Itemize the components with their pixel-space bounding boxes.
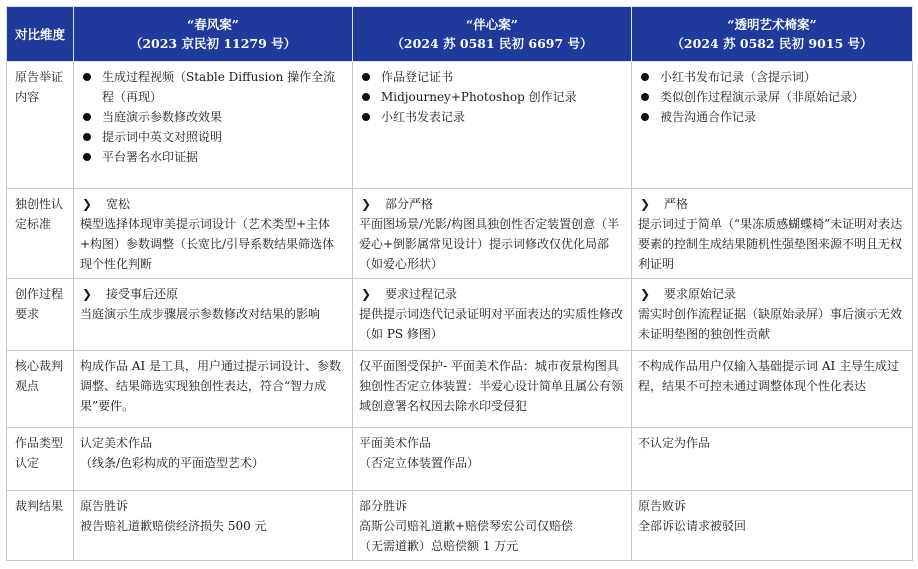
case-name: “伴心案” xyxy=(466,17,518,32)
level-heading xyxy=(638,194,906,214)
list-item-text: 提示词中英文对照说明 xyxy=(102,130,223,144)
level-text: 接受事后还原 xyxy=(106,287,179,301)
case-name: “春风案” xyxy=(187,17,239,32)
chevron-right-icon: ❯ xyxy=(640,287,651,301)
case-ref: （2024 苏 0581 民初 6697 号） xyxy=(391,36,593,51)
row-label: 裁判结果 xyxy=(7,491,74,561)
bullet-list xyxy=(80,67,346,167)
level-heading xyxy=(359,194,625,214)
list-item xyxy=(359,87,625,107)
chevron-right-icon: ❯ xyxy=(82,197,93,211)
header-dimension: 对比维度 xyxy=(7,7,74,62)
cell-process-toumingyi xyxy=(632,279,913,351)
row-core-ruling xyxy=(7,351,913,428)
bullet-list xyxy=(359,67,625,127)
cell-worktype-banxin xyxy=(353,428,632,491)
row-work-type xyxy=(7,428,913,491)
list-item-text: 当庭演示参数修改效果 xyxy=(102,110,223,124)
cell-ruling-banxin: 仅平面图受保护- 平面美术作品：城市夜景构图具独创性否定立体装置：半爱心设计简单且属公有领域创意署名权因去除水印受侵犯 xyxy=(353,351,632,428)
cell-text: 平面图场景/光影/构图具独创性否定装置创意（半爱心+倒影属常见设计）提示词修改仅优化局部（如爱心形状） xyxy=(359,217,620,271)
cell-originality-toumingyi xyxy=(632,189,913,279)
list-item-text: Midjourney+Photoshop 创作记录 xyxy=(381,90,577,104)
level-text: 部分严格 xyxy=(385,197,434,211)
list-item xyxy=(359,67,625,87)
cell-evidence-chunfeng xyxy=(74,62,353,189)
level-text: 宽松 xyxy=(106,197,131,211)
cell-evidence-toumingyi xyxy=(632,62,913,189)
level-heading xyxy=(80,284,346,304)
row-label: 核心裁判观点 xyxy=(7,351,74,428)
cell-line: （无需道歉）总赔偿额 1 万元 xyxy=(359,539,519,553)
row-label: 原告举证内容 xyxy=(7,62,74,189)
header-case-banxin xyxy=(353,7,632,62)
bullet-icon xyxy=(641,73,649,81)
cell-line: 全部诉讼请求被驳回 xyxy=(638,519,747,533)
bullet-icon xyxy=(641,113,649,121)
list-item xyxy=(80,147,346,167)
bullet-icon xyxy=(641,93,649,101)
cell-line: 原告胜诉 xyxy=(80,499,129,513)
cell-ruling-chunfeng: 构成作品 AI 是工具，用户通过提示词设计、参数调整、结果筛选实现独创性表达，符合“智力成果”要件。 xyxy=(74,351,353,428)
comparison-table xyxy=(6,6,913,561)
row-originality xyxy=(7,189,913,279)
header-row xyxy=(7,7,913,62)
row-label: 独创性认定标准 xyxy=(7,189,74,279)
cell-line: 认定美术作品 xyxy=(80,436,153,450)
bullet-icon xyxy=(362,113,370,121)
list-item-text: 生成过程视频（Stable Diffusion 操作全流程（再现） xyxy=(102,70,336,104)
cell-result-chunfeng xyxy=(74,491,353,561)
cell-process-banxin xyxy=(353,279,632,351)
level-text: 要求原始记录 xyxy=(664,287,737,301)
list-item-text: 小红书发布记录（含提示词） xyxy=(660,70,817,84)
level-heading xyxy=(638,284,906,304)
cell-line: 原告败诉 xyxy=(638,499,687,513)
cell-line: （线条/色彩构成的平面造型艺术） xyxy=(80,456,265,470)
level-heading xyxy=(80,194,346,214)
cell-evidence-banxin xyxy=(353,62,632,189)
cell-line: 部分胜诉 xyxy=(359,499,408,513)
row-label: 创作过程要求 xyxy=(7,279,74,351)
case-name: “透明艺术椅案” xyxy=(727,17,817,32)
cell-text: 提示词过于简单（“果冻质感蝴蝶椅”未证明对表达要素的控制生成结果随机性强垫图来源不明且无权利证明 xyxy=(638,217,903,271)
case-ref: （2023 京民初 11279 号） xyxy=(129,36,297,51)
list-item xyxy=(638,107,906,127)
cell-process-chunfeng xyxy=(74,279,353,351)
level-heading xyxy=(359,284,625,304)
list-item xyxy=(359,107,625,127)
list-item xyxy=(80,127,346,147)
chevron-right-icon: ❯ xyxy=(640,197,651,211)
cell-ruling-toumingyi: 不构成作品用户仅输入基础提示词 AI 主导生成过程，结果不可控未通过调整体现个性化表达 xyxy=(632,351,913,428)
cell-line: （否定立体装置作品） xyxy=(359,456,480,470)
list-item xyxy=(638,87,906,107)
header-case-chunfeng xyxy=(74,7,353,62)
list-item xyxy=(80,107,346,127)
list-item-text: 作品登记证书 xyxy=(381,70,454,84)
row-process xyxy=(7,279,913,351)
bullet-icon xyxy=(83,153,91,161)
bullet-list xyxy=(638,67,906,127)
comparison-table-wrapper xyxy=(6,6,912,561)
cell-text: 提供提示词迭代记录证明对平面表达的实质性修改（如 PS 修图） xyxy=(359,307,624,341)
row-result xyxy=(7,491,913,561)
chevron-right-icon: ❯ xyxy=(82,287,93,301)
level-text: 严格 xyxy=(664,197,689,211)
list-item-text: 小红书发表记录 xyxy=(381,110,466,124)
list-item-text: 类似创作过程演示录屏（非原始记录） xyxy=(660,90,865,104)
list-item xyxy=(80,67,346,107)
cell-text: 当庭演示生成步骤展示参数修改对结果的影响 xyxy=(80,307,321,321)
bullet-icon xyxy=(362,73,370,81)
header-case-toumingyi xyxy=(632,7,913,62)
cell-originality-banxin xyxy=(353,189,632,279)
chevron-right-icon: ❯ xyxy=(361,197,372,211)
row-evidence xyxy=(7,62,913,189)
list-item xyxy=(638,67,906,87)
bullet-icon xyxy=(83,73,91,81)
cell-text: 需实时创作流程证据（缺原始录屏）事后演示无效未证明垫图的独创性贡献 xyxy=(638,307,903,341)
bullet-icon xyxy=(83,113,91,121)
cell-result-banxin xyxy=(353,491,632,561)
row-label: 作品类型认定 xyxy=(7,428,74,491)
level-text: 要求过程记录 xyxy=(385,287,458,301)
bullet-icon xyxy=(83,133,91,141)
bullet-icon xyxy=(362,93,370,101)
case-ref: （2024 苏 0582 民初 9015 号） xyxy=(671,36,873,51)
list-item-text: 平台署名水印证据 xyxy=(102,150,199,164)
cell-worktype-chunfeng xyxy=(74,428,353,491)
cell-line: 平面美术作品 xyxy=(359,436,432,450)
cell-originality-chunfeng xyxy=(74,189,353,279)
cell-result-toumingyi xyxy=(632,491,913,561)
cell-text: 模型选择体现审美提示词设计（艺术类型+主体+构图）参数调整（长宽比/引导系数结果筛选体现个性化判断 xyxy=(80,217,335,271)
cell-line: 不认定为作品 xyxy=(638,436,711,450)
cell-line: 被告赔礼道歉赔偿经济损失 500 元 xyxy=(80,519,267,533)
cell-worktype-toumingyi xyxy=(632,428,913,491)
chevron-right-icon: ❯ xyxy=(361,287,372,301)
cell-line: 高斯公司赔礼道歉+赔偿琴宏公司仅赔偿 xyxy=(359,519,574,533)
list-item-text: 被告沟通合作记录 xyxy=(660,110,757,124)
